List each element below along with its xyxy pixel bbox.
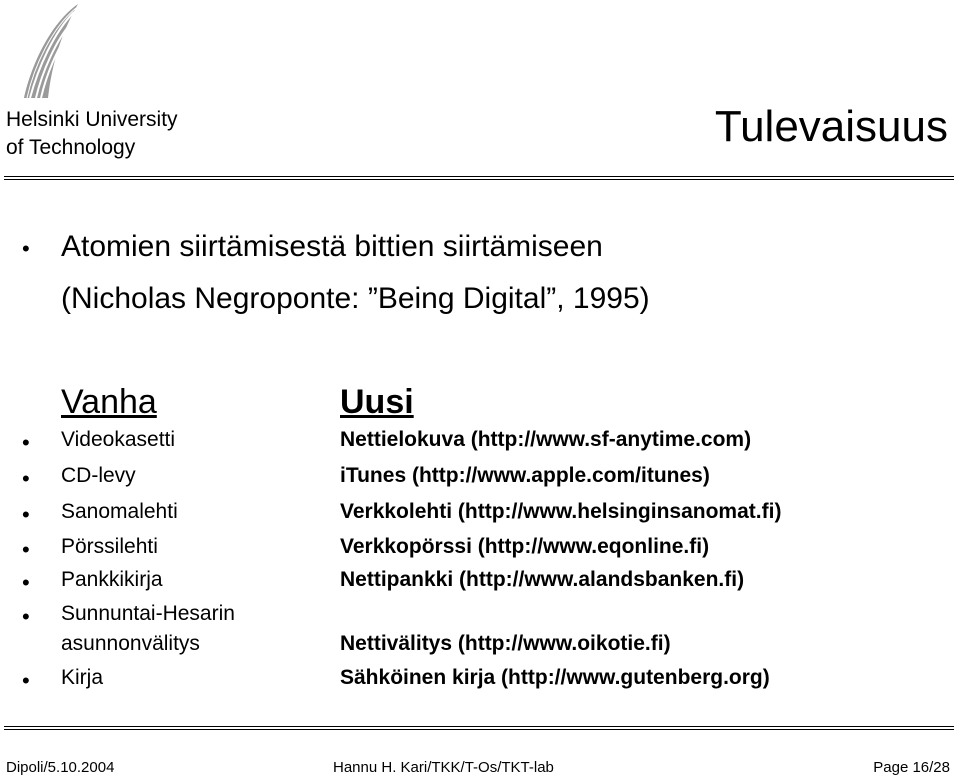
- row-bullet: •: [22, 570, 30, 595]
- row-bullet: •: [22, 430, 30, 455]
- new-item: Sähköinen kirja (http://www.gutenberg.org): [340, 666, 770, 689]
- slide-title: Tulevaisuus: [714, 102, 948, 151]
- old-column-heading: Vanha: [61, 383, 157, 421]
- row-bullet: •: [22, 537, 30, 562]
- footer-date-location: Dipoli/5.10.2004: [6, 759, 115, 776]
- new-item: Verkkolehti (http://www.helsinginsanomat.fi): [340, 500, 782, 523]
- intro-line1: Atomien siirtämisestä bittien siirtämiseen: [61, 230, 603, 263]
- new-item: iTunes (http://www.apple.com/itunes): [340, 464, 710, 487]
- new-item: Nettipankki (http://www.alandsbanken.fi): [340, 568, 745, 591]
- footer-divider: [4, 726, 954, 732]
- old-item: Pankkikirja: [61, 568, 163, 591]
- new-item: Verkkopörssi (http://www.eqonline.fi): [340, 535, 710, 558]
- university-name-line1: Helsinki University: [6, 108, 178, 131]
- old-item: Sanomalehti: [61, 500, 178, 523]
- hut-wing-logo-icon: [22, 2, 80, 100]
- new-column-heading: Uusi: [340, 383, 414, 421]
- new-item: Nettivälitys (http://www.oikotie.fi): [340, 632, 671, 655]
- footer-page-number: Page 16/28: [873, 759, 950, 776]
- intro-bullet: •: [22, 236, 30, 261]
- row-bullet: •: [22, 502, 30, 527]
- university-name-line2: of Technology: [6, 136, 136, 159]
- old-item: Kirja: [61, 666, 104, 689]
- row-bullet: •: [22, 466, 30, 491]
- header-divider: [4, 176, 954, 182]
- old-item: Videokasetti: [61, 428, 176, 451]
- old-item-continuation: asunnonvälitys: [61, 632, 200, 655]
- old-item: Sunnuntai-Hesarin: [61, 602, 235, 625]
- old-item: CD-levy: [61, 464, 136, 487]
- new-item: Nettielokuva (http://www.sf-anytime.com): [340, 428, 752, 451]
- intro-line2: (Nicholas Negroponte: ”Being Digital”, 1995): [61, 282, 650, 315]
- row-bullet: •: [22, 604, 30, 629]
- row-bullet: •: [22, 668, 30, 693]
- footer-author: Hannu H. Kari/TKK/T-Os/TKT-lab: [333, 759, 554, 776]
- old-item: Pörssilehti: [61, 535, 158, 558]
